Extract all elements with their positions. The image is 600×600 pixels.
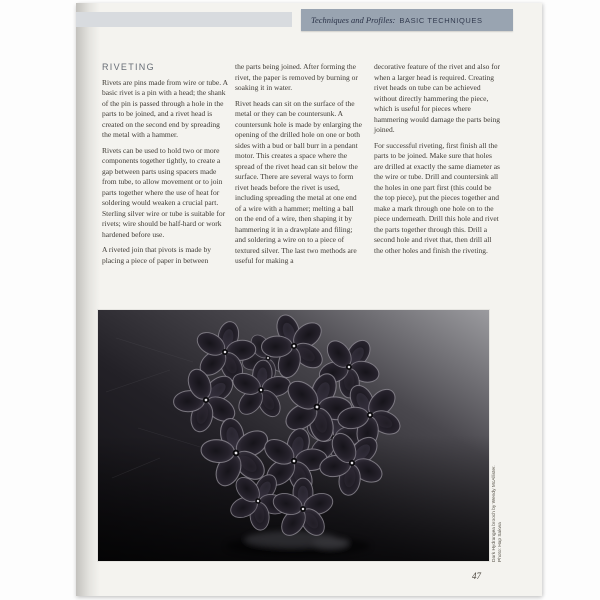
header-band-light xyxy=(76,12,292,27)
paragraph: Rivet heads can sit on the surface of the metal or they can be countersunk. A countersunk hole is made by enlarging the opening of the drilled hole on one or both sides with a bud or ball burr in a pendant motor. This creates a space where the spread of the rivet head can sit below the surface. There are several ways to form rivet heads before the rivet is used, including spreading the metal at one end of a wire with a hammer; melting a ball on the end of a wire, then shaping it by hammering it in a drawplate and filing; and soldering a wire on to a piece of textured silver. The last two methods are useful for making a xyxy=(235,98,362,265)
page-number: 47 xyxy=(472,571,481,581)
figure-caption-title: Dark Hydrangea brooch by Wendy McAllister. xyxy=(492,465,497,562)
banner-section-label: BASIC TECHNIQUES xyxy=(399,15,483,25)
text-column-2 xyxy=(235,62,363,272)
brooch-photo-illustration xyxy=(98,310,489,561)
paragraph: decorative feature of the rivet and also for when a larger head is required. Creating rivet heads on tube can be achieved without directly hammering the piece, which is useful for pieces where hammering would damage the parts being joined. xyxy=(374,62,501,134)
page xyxy=(76,3,542,596)
paragraph: Rivets are pins made from wire or tube. A basic rivet is a pin with a head; the shank of the pin is passed through a hole in the parts to be joined, and a rivet head is created on the second end by spreading the metal with a hammer. xyxy=(102,77,228,139)
figure-caption-credit: Photo: Hap Sakwa xyxy=(498,522,503,562)
page-gutter-shadow xyxy=(76,3,100,596)
banner-series-label: Techniques and Profiles: xyxy=(311,15,396,25)
header-banner xyxy=(301,9,513,31)
figure-photo-brooch xyxy=(98,310,489,561)
paragraph: the parts being joined. After forming the rivet, the paper is removed by burning or soaking it in water. xyxy=(235,62,358,92)
text-column-3 xyxy=(374,62,502,261)
text-column-1 xyxy=(102,62,230,271)
paragraph: Rivets can be used to hold two or more components together tightly, to create a gap between parts using spacers made from tube, to allow movement or to join parts together where the use of heat for soldering would weaken a crucial part. Sterling silver wire or tube is suitable for rivets; wire should be half-hard or work hardened before use. xyxy=(102,145,226,239)
article-heading: RIVETING xyxy=(102,62,155,72)
paragraph: A riveted join that pivots is made by placing a piece of paper in between xyxy=(102,245,211,265)
figure-caption xyxy=(492,452,504,562)
paragraph: For successful riveting, first finish all the parts to be joined. Make sure that holes are drilled at exactly the same diameter as the wire or tube. Drill and countersink all the holes in one part first (this could be the top piece), put the pieces together and make a mark through one hole on to the piece underneath. Drill this hole and rivet the parts together through this. Drill a second hole and rivet that, then drill all the other holes and finish the riveting. xyxy=(374,140,500,255)
